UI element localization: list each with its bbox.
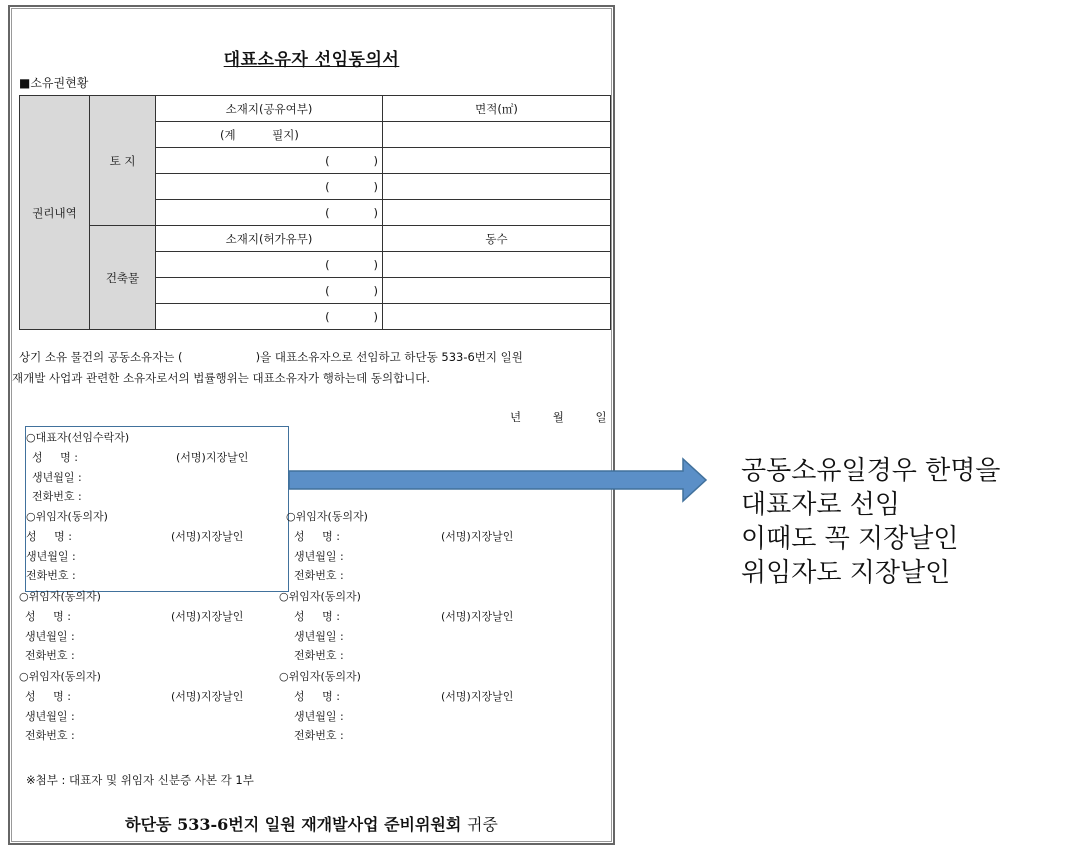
delegate-phone-label: 전화번호 : [294,729,344,743]
delegate-birth-label: 생년월일 : [26,549,76,563]
representative-heading: ○대표자(선임수락자) [26,431,130,444]
table-cell [383,304,611,330]
delegate-name-label: 성 명 : [294,689,340,703]
delegate-name-label: 성 명 : [294,609,340,623]
delegate-heading: ○위임자(동의자) [19,670,101,683]
consent-paragraph-line2: 재개발 사업과 관련한 소유자로서의 법률행위는 대표소유자가 행하는데 동의합니다. [12,371,431,385]
delegate-signature: (서명)지장날인 [441,690,514,703]
delegate-signature: (서명)지장날인 [171,530,244,543]
land-label: 토 지 [90,96,156,226]
footer-suffix: 귀중 [466,815,498,834]
building-location-header: 소재지(허가유무) [156,226,383,252]
table-cell [383,122,611,148]
attachment-note: ※첨부 : 대표자 및 위임자 신분증 사본 각 1부 [26,773,254,787]
date-day: 일 [595,410,607,424]
footer-organization: 하단동 533-6번지 일원 재개발사업 준비위원회 [125,815,462,834]
delegate-block [279,587,599,666]
delegate-birth-label: 생년월일 : [294,549,344,563]
delegate-block [19,667,279,746]
delegate-phone-label: 전화번호 : [294,649,344,663]
document-title: 대표소유자 선임동의서 [223,50,400,70]
date-row [510,409,607,425]
table-cell [383,252,611,278]
ownership-section-heading: ■소유권현황 [19,76,89,90]
delegate-heading: ○위임자(동의자) [279,590,361,603]
table-cell [383,278,611,304]
building-label: 건축물 [90,226,156,330]
delegate-name-label: 성 명 : [294,529,340,543]
delegate-heading: ○위임자(동의자) [26,510,108,523]
delegate-name-label: 성 명 : [25,689,71,703]
annotation-line: 대표자로 선임 [741,490,900,520]
delegate-block [26,507,286,586]
delegate-birth-label: 생년월일 : [25,629,75,643]
delegate-signature: (서명)지장날인 [441,530,514,543]
date-year: 년 [510,410,522,424]
representative-name-label: 성 명 : [32,450,78,464]
building-location-cell: ( ) [156,278,383,304]
delegate-birth-label: 생년월일 : [25,709,75,723]
rights-label: 권리내역 [20,96,90,330]
representative-phone-label: 전화번호 : [32,490,82,504]
table-cell [383,174,611,200]
representative-block [26,428,276,507]
delegate-phone-label: 전화번호 : [25,649,75,663]
delegate-name-label: 성 명 : [25,609,71,623]
table-cell [383,148,611,174]
arrow-right-icon [288,457,708,503]
annotation-line: 이때도 꼭 지장날인 [741,524,959,554]
delegate-phone-label: 전화번호 : [26,569,76,583]
annotation-note [741,454,1000,590]
consent-paragraph-line1: 상기 소유 물건의 공동소유자는 ( )을 대표소유자으로 선임하고 하단동 533-6번지 일원 [19,350,523,364]
delegate-birth-label: 생년월일 : [294,709,344,723]
delegate-block [279,667,599,746]
annotation-line: 공동소유일경우 한명을 [741,456,1001,486]
land-location-cell: ( ) [156,148,383,174]
land-location-cell: ( ) [156,174,383,200]
delegate-phone-label: 전화번호 : [294,569,344,583]
delegate-signature: (서명)지장날인 [441,610,514,623]
delegate-signature: (서명)지장날인 [171,690,244,703]
annotation-line: 위임자도 지장날인 [741,558,951,588]
delegate-name-label: 성 명 : [26,529,72,543]
delegate-birth-label: 생년월일 : [294,629,344,643]
representative-signature: (서명)지장날인 [176,451,249,464]
delegate-block [286,507,606,586]
representative-birth-label: 생년월일 : [32,470,82,484]
delegate-phone-label: 전화번호 : [25,729,75,743]
delegate-heading: ○위임자(동의자) [286,510,368,523]
date-month: 월 [552,410,564,424]
land-location-header: 소재지(공유여부) [156,96,383,122]
delegate-signature: (서명)지장날인 [171,610,244,623]
ownership-table [19,95,611,330]
building-location-cell: ( ) [156,304,383,330]
consent-document [8,5,615,845]
delegate-heading: ○위임자(동의자) [279,670,361,683]
building-count-header: 동수 [383,226,611,252]
delegate-block [19,587,279,666]
document-footer [10,812,613,835]
building-location-cell: ( ) [156,252,383,278]
land-area-header: 면적(㎡) [383,96,611,122]
land-count-cell: (계 필지) [156,122,383,148]
delegate-heading: ○위임자(동의자) [19,590,101,603]
land-location-cell: ( ) [156,200,383,226]
table-cell [383,200,611,226]
